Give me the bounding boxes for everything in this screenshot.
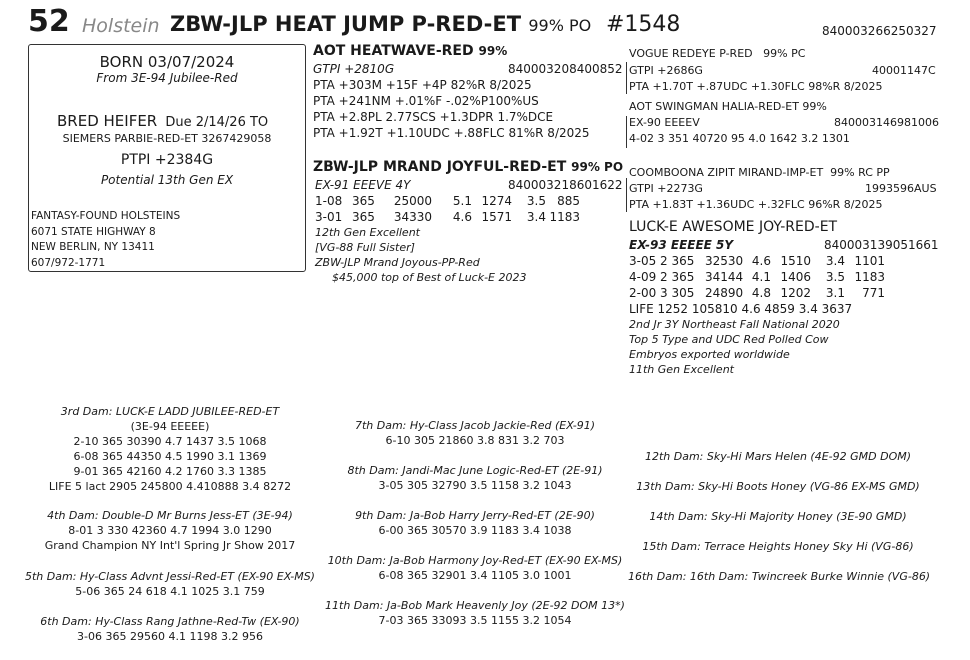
pedigree-line: (3E-94 EEEEE) <box>130 420 210 433</box>
bred-status <box>57 112 268 130</box>
dam-dam-note: Top 5 Type and UDC Red Polled Cow <box>629 333 829 346</box>
sire-pta-line: PTA +1.92T +1.10UDC +.88FLC 81%R 8/2025 <box>313 126 590 140</box>
rec-fat: 1202 <box>780 286 811 300</box>
dam-sire-gtpi: GTPI +2273G <box>629 182 703 195</box>
sire-pct: 99% <box>478 44 508 58</box>
owner-address <box>31 209 180 271</box>
dam-dam-note: Embryos exported worldwide <box>629 348 790 361</box>
potential-note: Potential 13th Gen EX <box>100 173 234 187</box>
animal-name <box>170 12 591 36</box>
rec-age: 3-01 <box>315 210 343 224</box>
dam-sire-reg: 1993596AUS <box>865 182 937 195</box>
rec-milk: 32530 <box>705 254 744 268</box>
dam-note: 12th Gen Excellent <box>315 226 420 239</box>
pedigree-line: 9-01 365 42160 4.2 1760 3.3 1385 <box>73 465 267 478</box>
owner-line: NEW BERLIN, NY 13411 <box>31 241 155 253</box>
rec-propct: 3.1 <box>825 286 845 300</box>
dam-dam-note: 2nd Jr 3Y Northeast Fall National 2020 <box>629 318 840 331</box>
rec-milk: 34144 <box>705 270 744 284</box>
rec-fatpct: 5.1 <box>452 194 472 208</box>
sire-dam-name: AOT SWINGMAN HALIA-RED-ET 99% <box>629 100 827 113</box>
pedigree-line: 2-10 365 30390 4.7 1437 3.5 1068 <box>73 435 267 448</box>
sire-pta-line: PTA +2.8PL 2.77SCS +1.3DPR 1.7%DCE <box>313 110 554 124</box>
rec-age: 4-09 2 365 <box>629 270 695 284</box>
sire-gtpi: GTPI +2810G <box>313 62 395 76</box>
dam-note: $45,000 top of Best of Luck-E 2023 <box>332 271 527 284</box>
bracket-line <box>626 178 627 212</box>
info-box <box>28 44 306 272</box>
pedigree-line: 6-08 365 32901 3.4 1105 3.0 1001 <box>378 569 572 582</box>
owner-line: FANTASY-FOUND HOLSTEINS <box>31 210 181 222</box>
pedigree-line: 6-10 305 21860 3.8 831 3.2 703 <box>385 434 565 447</box>
dam-dam-record <box>629 286 885 300</box>
sire-sire-gtpi: GTPI +2686G <box>629 64 703 77</box>
rec-propct: 3.5 <box>526 194 546 208</box>
dam-name-text: ZBW-JLP MRAND JOYFUL-RED-ET <box>313 159 567 175</box>
bracket-line <box>626 116 627 148</box>
pedigree-4th-dam <box>20 508 320 553</box>
pedigree-line: 6-00 365 30570 3.9 1183 3.4 1038 <box>378 524 572 537</box>
rec-pro: 1183 <box>549 210 580 224</box>
dam-dam-life: LIFE 1252 105810 4.6 4859 3.4 3637 <box>629 302 853 316</box>
rec-age: 3-05 2 365 <box>629 254 695 268</box>
pedigree-10th-dam <box>325 553 625 583</box>
sire-sire-pct: 99% PC <box>763 47 806 60</box>
dam-record <box>315 194 580 208</box>
catalog-number: #1548 <box>606 12 681 37</box>
pedigree-6th-dam <box>20 614 320 644</box>
pedigree-7th-dam <box>325 418 625 448</box>
pedigree-line: 6-08 365 44350 4.5 1990 3.1 1369 <box>73 450 267 463</box>
dam-po: 99% PO <box>571 160 624 174</box>
pedigree-heading: 8th Dam: Jandi-Mac June Logic-Red-ET (2E-91) <box>347 464 603 477</box>
breed-label: Holstein <box>82 15 160 37</box>
dam-dam-name: LUCK-E AWESOME JOY-RED-ET <box>629 219 838 235</box>
dam-class: EX-91 EEEVE 4Y <box>315 178 411 192</box>
bred-heifer-label: BRED HEIFER <box>57 112 158 130</box>
rec-fat: 1571 <box>481 210 512 224</box>
dam-note: ZBW-JLP Mrand Joyous-PP-Red <box>315 256 480 269</box>
dam-dam-reg: 840003139051661 <box>824 238 939 252</box>
polled-percent: 99% PO <box>528 16 592 35</box>
rec-age: 2-00 3 305 <box>629 286 695 300</box>
sire-pta-line: PTA +303M +15F +4P 82%R 8/2025 <box>313 78 532 92</box>
rec-pro: 885 <box>557 194 580 208</box>
registration-number: 840003266250327 <box>822 24 937 38</box>
sire-dam-reg: 840003146981006 <box>834 116 939 129</box>
rec-fat: 1274 <box>481 194 512 208</box>
pedigree-line: 5-06 365 24 618 4.1 1025 3.1 759 <box>75 585 265 598</box>
rec-milk: 34330 <box>393 210 432 224</box>
pedigree-heading: 9th Dam: Ja-Bob Harry Jerry-Red-ET (2E-90) <box>355 509 595 522</box>
sire-name-text: AOT HEATWAVE-RED <box>313 43 474 59</box>
pedigree-heading: 10th Dam: Ja-Bob Harmony Joy-Red-ET (EX-90 EX-MS) <box>327 554 623 567</box>
dam-dam-class: EX-93 EEEEE 5Y <box>629 238 734 252</box>
dam-dam-record <box>629 254 885 268</box>
dam-dam-note: 11th Gen Excellent <box>629 363 734 376</box>
pedigree-line: 3-06 365 29560 4.1 1198 3.2 956 <box>77 630 263 643</box>
rec-milk: 25000 <box>393 194 432 208</box>
pedigree-line: Grand Champion NY Int'l Spring Jr Show 2017 <box>44 539 296 552</box>
pedigree-line: 8-01 3 330 42360 4.7 1994 3.0 1290 <box>68 524 272 537</box>
pedigree-16th-dam: 16th Dam: 16th Dam: Twincreek Burke Winnie (VG-86) <box>628 570 931 583</box>
sire-pta-line: PTA +241NM +.01%F -.02%P100%US <box>313 94 539 108</box>
rec-days: 365 <box>352 210 375 224</box>
bracket-line <box>626 62 627 94</box>
dam-sire-pct: 99% RC PP <box>830 166 890 179</box>
rec-fatpct: 4.8 <box>751 286 771 300</box>
sire-dam-record: 4-02 3 351 40720 95 4.0 1642 3.2 1301 <box>629 132 850 145</box>
pedigree-14th-dam: 14th Dam: Sky-Hi Majority Honey (3E-90 GMD) <box>649 510 907 523</box>
pedigree-5th-dam <box>20 569 320 599</box>
rec-fatpct: 4.6 <box>751 254 771 268</box>
dam-note: [VG-88 Full Sister] <box>315 241 415 254</box>
dam-reg: 840003218601622 <box>508 178 623 192</box>
rec-pro: 1183 <box>854 270 885 284</box>
sire-reg: 840003208400852 <box>508 62 623 76</box>
service-sire: SIEMERS PARBIE-RED-ET 3267429058 <box>62 132 272 145</box>
sire-name <box>313 43 507 59</box>
pedigree-11th-dam <box>325 598 625 628</box>
rec-fat: 1510 <box>780 254 811 268</box>
dam-sire-name-text: COOMBOONA ZIPIT MIRAND-IMP-ET <box>629 166 824 179</box>
rec-milk: 24890 <box>705 286 744 300</box>
from-dam-note: From 3E-94 Jubilee-Red <box>96 71 238 85</box>
sire-sire-reg: 40001147C <box>872 64 936 77</box>
pedigree-heading: 5th Dam: Hy-Class Advnt Jessi-Red-ET (EX-90 EX-MS) <box>25 570 315 583</box>
owner-line: 607/972-1771 <box>31 256 106 269</box>
pedigree-heading: 3rd Dam: LUCK-E LADD JUBILEE-RED-ET <box>60 405 280 418</box>
sire-sire-pta: PTA +1.70T +.87UDC +1.30FLC 98%R 8/2025 <box>629 80 883 93</box>
rec-fat: 1406 <box>780 270 811 284</box>
pedigree-heading: 7th Dam: Hy-Class Jacob Jackie-Red (EX-91) <box>354 419 596 432</box>
rec-fatpct: 4.6 <box>452 210 472 224</box>
dam-sire-name <box>629 166 890 179</box>
pedigree-13th-dam: 13th Dam: Sky-Hi Boots Honey (VG-86 EX-MS GMD) <box>636 480 920 493</box>
lot-number: 52 <box>28 4 70 39</box>
dam-record <box>315 210 580 224</box>
rec-pro: 1101 <box>854 254 885 268</box>
pedigree-8th-dam <box>325 463 625 493</box>
pedigree-heading: 4th Dam: Double-D Mr Burns Jess-ET (3E-94) <box>47 509 293 522</box>
pedigree-12th-dam: 12th Dam: Sky-Hi Mars Helen (4E-92 GMD DOM) <box>644 450 912 463</box>
pedigree-3rd-dam <box>20 404 320 494</box>
pedigree-heading: 11th Dam: Ja-Bob Mark Heavenly Joy (2E-92 DOM 13*) <box>325 599 625 612</box>
dam-name <box>313 159 623 175</box>
rec-days: 365 <box>352 194 375 208</box>
dam-sire-pta: PTA +1.83T +1.36UDC +.32FLC 96%R 8/2025 <box>629 198 883 211</box>
sire-sire-name-text: VOGUE REDEYE P-RED <box>629 47 753 60</box>
dam-dam-record <box>629 270 885 284</box>
rec-fatpct: 4.1 <box>751 270 771 284</box>
sire-sire-name <box>629 47 805 60</box>
owner-line: 6071 STATE HIGHWAY 8 <box>31 225 156 238</box>
due-date: Due 2/14/26 TO <box>165 115 269 130</box>
rec-pro: 771 <box>862 286 885 300</box>
sire-dam-class: EX-90 EEEEV <box>629 116 700 129</box>
pedigree-line: LIFE 5 lact 2905 245800 4.410888 3.4 8272 <box>48 480 292 493</box>
animal-name-text: ZBW-JLP HEAT JUMP P-RED-ET <box>170 12 522 36</box>
rec-propct: 3.4 <box>526 210 546 224</box>
pedigree-15th-dam: 15th Dam: Terrace Heights Honey Sky Hi (VG-86) <box>642 540 914 553</box>
rec-propct: 3.4 <box>825 254 845 268</box>
rec-age: 1-08 <box>315 194 343 208</box>
birth-date: BORN 03/07/2024 <box>99 53 235 71</box>
pedigree-9th-dam <box>325 508 625 538</box>
pedigree-heading: 6th Dam: Hy-Class Rang Jathne-Red-Tw (EX-90) <box>40 615 300 628</box>
pedigree-line: 3-05 305 32790 3.5 1158 3.2 1043 <box>378 479 572 492</box>
pedigree-line: 7-03 365 33093 3.5 1155 3.2 1054 <box>378 614 572 627</box>
rec-propct: 3.5 <box>825 270 845 284</box>
ptpi-value: PTPI +2384G <box>120 152 214 168</box>
